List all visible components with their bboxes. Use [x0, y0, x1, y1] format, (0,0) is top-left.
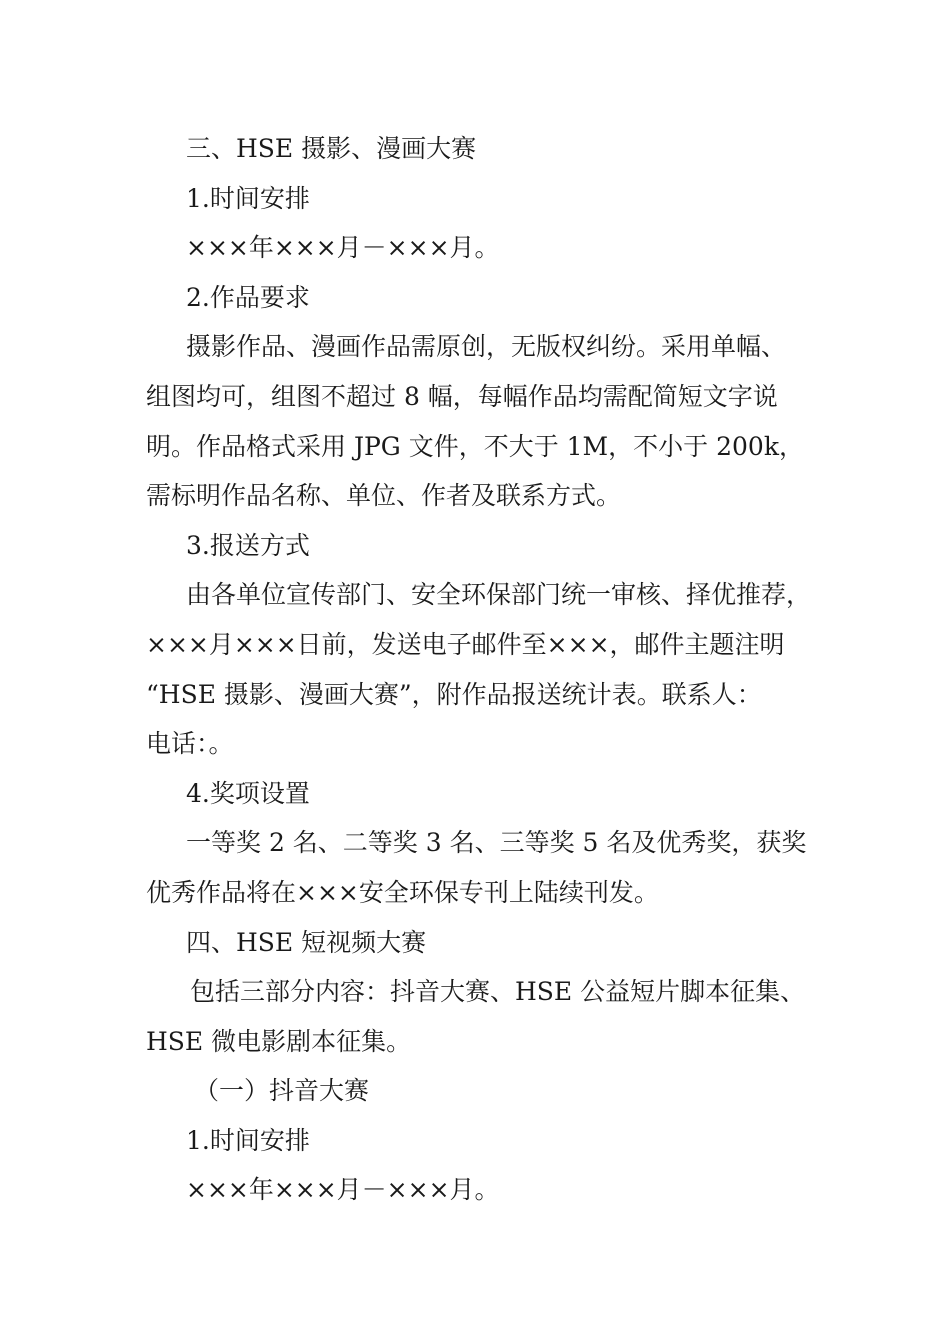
subsection-heading-douyin-contest: （一）抖音大赛	[194, 1076, 370, 1106]
subheading-requirements: 2.作品要求	[186, 282, 310, 312]
subheading-submission: 3.报送方式	[186, 530, 310, 560]
short-video-paragraph-line: 包括三部分内容：抖音大赛、HSE 公益短片脚本征集、	[190, 977, 806, 1007]
schedule-text: ×××年×××月－×××月。	[186, 1175, 500, 1205]
requirements-paragraph-line: 需标明作品名称、单位、作者及联系方式。	[146, 481, 622, 511]
section-heading-short-video-contest: 四、HSE 短视频大赛	[186, 927, 427, 957]
awards-paragraph-line: 优秀作品将在×××安全环保专刊上陆续刊发。	[146, 877, 659, 907]
subheading-schedule: 1.时间安排	[186, 1125, 310, 1155]
submission-paragraph-line: “HSE 摄影、漫画大赛”，附作品报送统计表。联系人：	[146, 679, 762, 709]
awards-paragraph-line: 一等奖 2 名、二等奖 3 名、三等奖 5 名及优秀奖，获奖	[186, 828, 807, 858]
short-video-paragraph-line: HSE 微电影剧本征集。	[146, 1026, 412, 1056]
section-heading-photo-comic-contest: 三、HSE 摄影、漫画大赛	[186, 134, 477, 163]
submission-paragraph-line: 电话：。	[146, 729, 234, 759]
requirements-paragraph-line: 组图均可，组图不超过 8 幅，每幅作品均需配简短文字说	[146, 381, 778, 411]
subheading-awards: 4.奖项设置	[186, 778, 310, 808]
requirements-paragraph-line: 摄影作品、漫画作品需原创，无版权纠纷。采用单幅、	[186, 332, 787, 362]
document-body	[146, 124, 826, 1215]
requirements-paragraph-line: 明。作品格式采用 JPG 文件，不大于 1M，不小于 200k，	[146, 431, 804, 461]
subheading-schedule: 1.时间安排	[186, 183, 310, 213]
submission-paragraph-line: 由各单位宣传部门、安全环保部门统一审核、择优推荐，	[186, 580, 812, 610]
submission-paragraph-line: ×××月×××日前，发送电子邮件至×××，邮件主题注明	[146, 629, 785, 659]
schedule-text: ×××年×××月－×××月。	[186, 233, 500, 263]
